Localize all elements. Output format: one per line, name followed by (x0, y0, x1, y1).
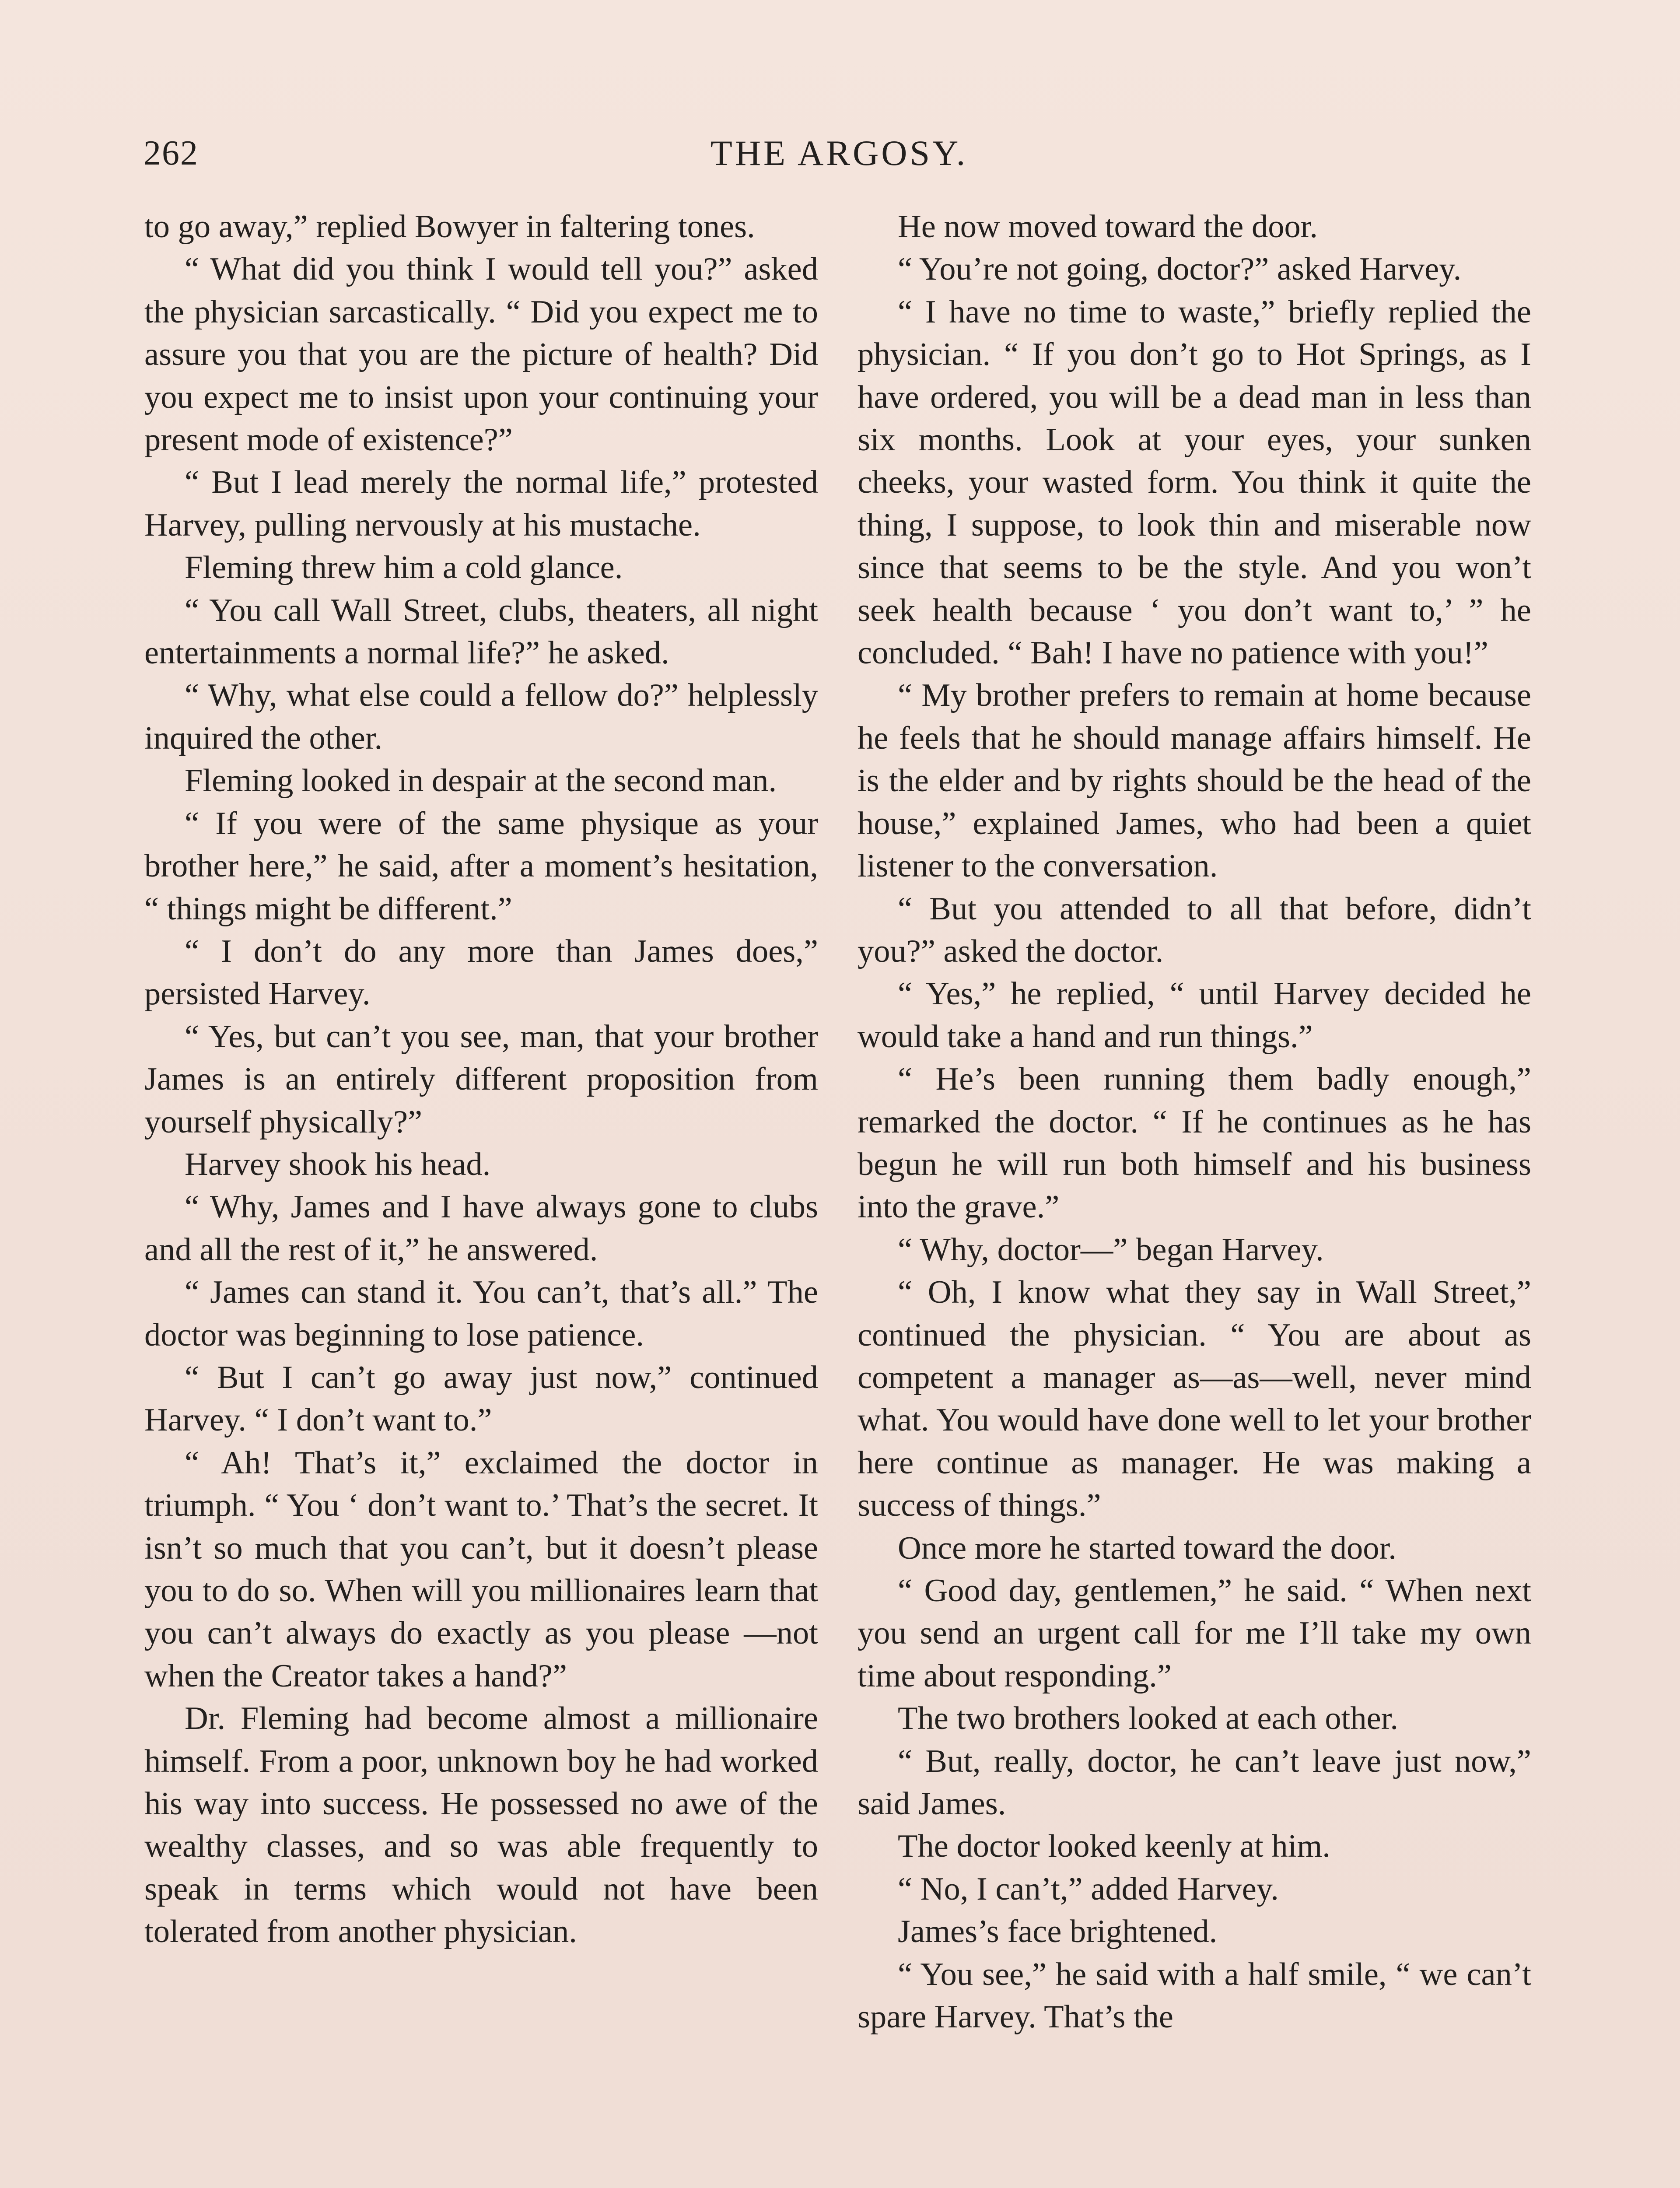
paragraph: “ But I lead merely the normal life,” protested Harvey, pulling nervously at his mustache. (144, 464, 818, 543)
paragraph: Fleming looked in despair at the second man. (185, 763, 777, 799)
paragraph: The two brothers looked at each other. (898, 1701, 1399, 1737)
paragraph: “ But, really, doctor, he can’t leave just now,” said James. (858, 1743, 1531, 1822)
paragraph: Once more he started toward the door. (898, 1530, 1396, 1566)
paragraph: “ No, I can’t,” added Harvey. (898, 1871, 1279, 1907)
paragraph: “ I don’t do any more than James does,” persisted Harvey. (144, 933, 818, 1012)
paragraph: “ James can stand it. You can’t, that’s all.” The doctor was beginning to lose patience. (144, 1274, 818, 1353)
paragraph: “ But I can’t go away just now,” continued Harvey. “ I don’t want to.” (144, 1359, 818, 1438)
paragraph: Dr. Fleming had become almost a millionaire himself. From a poor, unknown boy he had worked his way into success. He possessed no awe of the wealthy classes, and so was able frequently to speak in terms which would not have been tolerated from another physician. (144, 1701, 818, 1950)
paragraph: “ You’re not going, doctor?” asked Harvey. (898, 251, 1462, 288)
paragraph: “ If you were of the same physique as your brother here,” he said, after a moment’s hesitation, “ things might be different.” (144, 805, 818, 927)
paragraph: “ Yes,” he replied, “ until Harvey decided he would take a hand and run things.” (858, 976, 1531, 1055)
paragraph: “ Why, what else could a fellow do?” helplessly inquired the other. (144, 677, 818, 756)
right-column (858, 206, 1531, 2038)
paragraph: “ Ah! That’s it,” exclaimed the doctor in triumph. “ You ‘ don’t want to.’ That’s the secret. It isn’t so much that you can’t, but it doesn’t please you to do so. When will you millionaires learn that you can’t always do exactly as you please —not when the Creator takes a hand?” (144, 1445, 818, 1694)
paragraph: Harvey shook his head. (185, 1146, 491, 1182)
paragraph: “ He’s been running them badly enough,” remarked the doctor. “ If he continues as he has begun he will run both himself and his business into the grave.” (858, 1061, 1531, 1225)
paragraph: “ Why, James and I have always gone to clubs and all the rest of it,” he answered. (144, 1189, 818, 1268)
paragraph: “ What did you think I would tell you?” asked the physician sarcastically. “ Did you expect me to assure you that you are the picture of health? Did you expect me to insist upon your continuing your present mode of existence?” (144, 251, 818, 458)
paragraph: “ I have no time to waste,” briefly replied the physician. “ If you don’t go to Hot Springs, as I have ordered, you will be a dead man in less than six months. Look at your eyes, your sunken cheeks, your wasted form. You think it quite the thing, I suppose, to look thin and miserable now since that seems to be the style. And you won’t seek health because ‘ you don’t want to,’ ” he concluded. “ Bah! I have no patience with you!” (858, 294, 1531, 671)
paragraph: “ You call Wall Street, clubs, theaters, all night entertainments a normal life?” he asked. (144, 592, 818, 671)
paragraph: “ You see,” he said with a half smile, “ we can’t spare Harvey. That’s the (858, 1956, 1531, 2035)
paragraph: He now moved toward the door. (898, 209, 1318, 245)
paragraph: “ Why, doctor—” began Harvey. (898, 1231, 1324, 1268)
paragraph: “ My brother prefers to remain at home because he feels that he should manage affairs himself. He is the elder and by rights should be the head of the house,” explained James, who had been a quiet listener to the conversation. (858, 677, 1531, 884)
paragraph: “ But you attended to all that before, didn’t you?” asked the doctor. (858, 891, 1531, 969)
paragraph: to go away,” replied Bowyer in faltering tones. (144, 209, 755, 245)
paragraph: The doctor looked keenly at him. (898, 1828, 1330, 1865)
left-column (144, 206, 818, 1953)
paragraph: James’s face brightened. (898, 1914, 1218, 1950)
running-title: THE ARGOSY. (710, 133, 968, 173)
paragraph: “ Good day, gentlemen,” he said. “ When next you send an urgent call for me I’ll take my own time about responding.” (858, 1573, 1531, 1694)
page-header (144, 129, 1535, 182)
page-number: 262 (144, 134, 199, 172)
paragraph: “ Oh, I know what they say in Wall Street,” continued the physician. “ You are about as competent a manager as—as—well, never mind what. You would have done well to let your brother here continue as manager. He was making a success of things.” (858, 1274, 1531, 1524)
paragraph: Fleming threw him a cold glance. (185, 550, 623, 586)
paragraph: “ Yes, but can’t you see, man, that your brother James is an entirely different proposition from yourself physically?” (144, 1018, 818, 1140)
